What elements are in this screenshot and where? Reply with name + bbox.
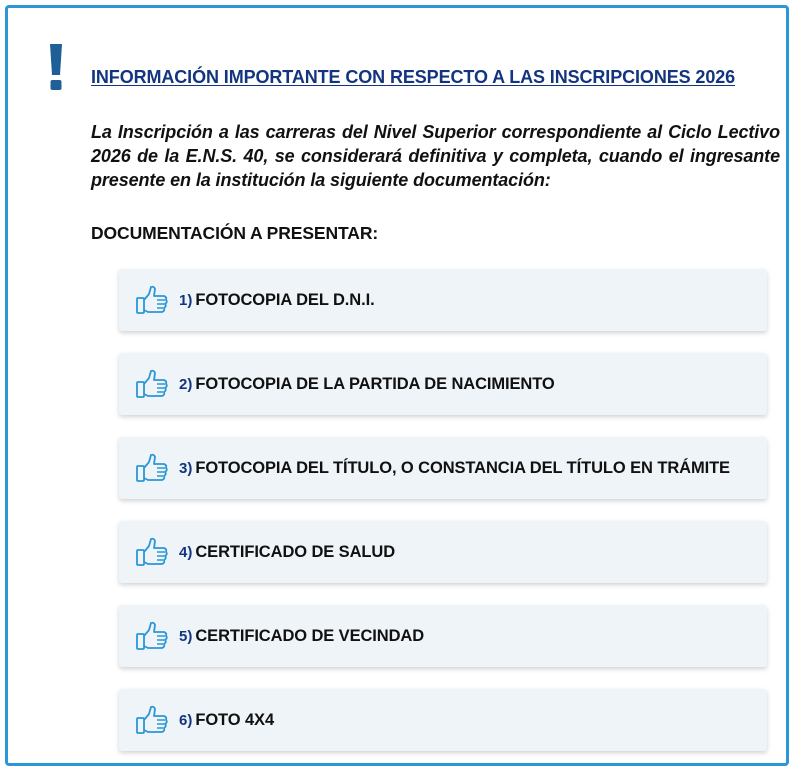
item-number: 2)	[179, 375, 193, 393]
page-title: INFORMACIÓN IMPORTANTE CON RESPECTO A LAS INSCRIPCIONES 2026	[91, 67, 736, 87]
item-label: FOTOCOPIA DEL D.N.I.	[195, 290, 375, 309]
intro-paragraph: La Inscripción a las carreras del Nivel Superior correspondiente al Ciclo Lectivo 2026 de la E.N.S. 40, se considerará definitiva y completa, cuando el ingresante presente en la institución la siguiente documentación:	[91, 122, 780, 190]
thumbs-up-hand-icon	[135, 369, 169, 399]
list-item	[119, 353, 767, 415]
item-label: FOTO 4X4	[195, 710, 275, 729]
documents-heading: DOCUMENTACIÓN A PRESENTAR:	[91, 223, 379, 243]
thumbs-up-hand-icon	[135, 453, 169, 483]
list-item	[119, 269, 767, 331]
item-label: FOTOCOPIA DE LA PARTIDA DE NACIMIENTO	[195, 374, 555, 393]
item-label: CERTIFICADO DE SALUD	[195, 542, 396, 561]
item-label: FOTOCOPIA DEL TÍTULO, O CONSTANCIA DEL TÍTULO EN TRÁMITE	[195, 458, 730, 477]
thumbs-up-hand-icon	[135, 621, 169, 651]
item-number: 6)	[179, 711, 193, 729]
list-item	[119, 521, 767, 583]
thumbs-up-hand-icon	[135, 285, 169, 315]
item-number: 5)	[179, 627, 193, 645]
thumbs-up-hand-icon	[135, 537, 169, 567]
list-item	[119, 689, 767, 751]
list-item	[119, 437, 767, 499]
item-number: 1)	[179, 291, 193, 309]
info-panel	[5, 5, 789, 766]
thumbs-up-hand-icon	[135, 705, 169, 735]
list-item	[119, 605, 767, 667]
item-number: 4)	[179, 543, 193, 561]
documents-list	[119, 269, 767, 773]
item-label: CERTIFICADO DE VECINDAD	[195, 626, 425, 645]
exclamation-icon	[47, 42, 65, 92]
item-number: 3)	[179, 459, 193, 477]
